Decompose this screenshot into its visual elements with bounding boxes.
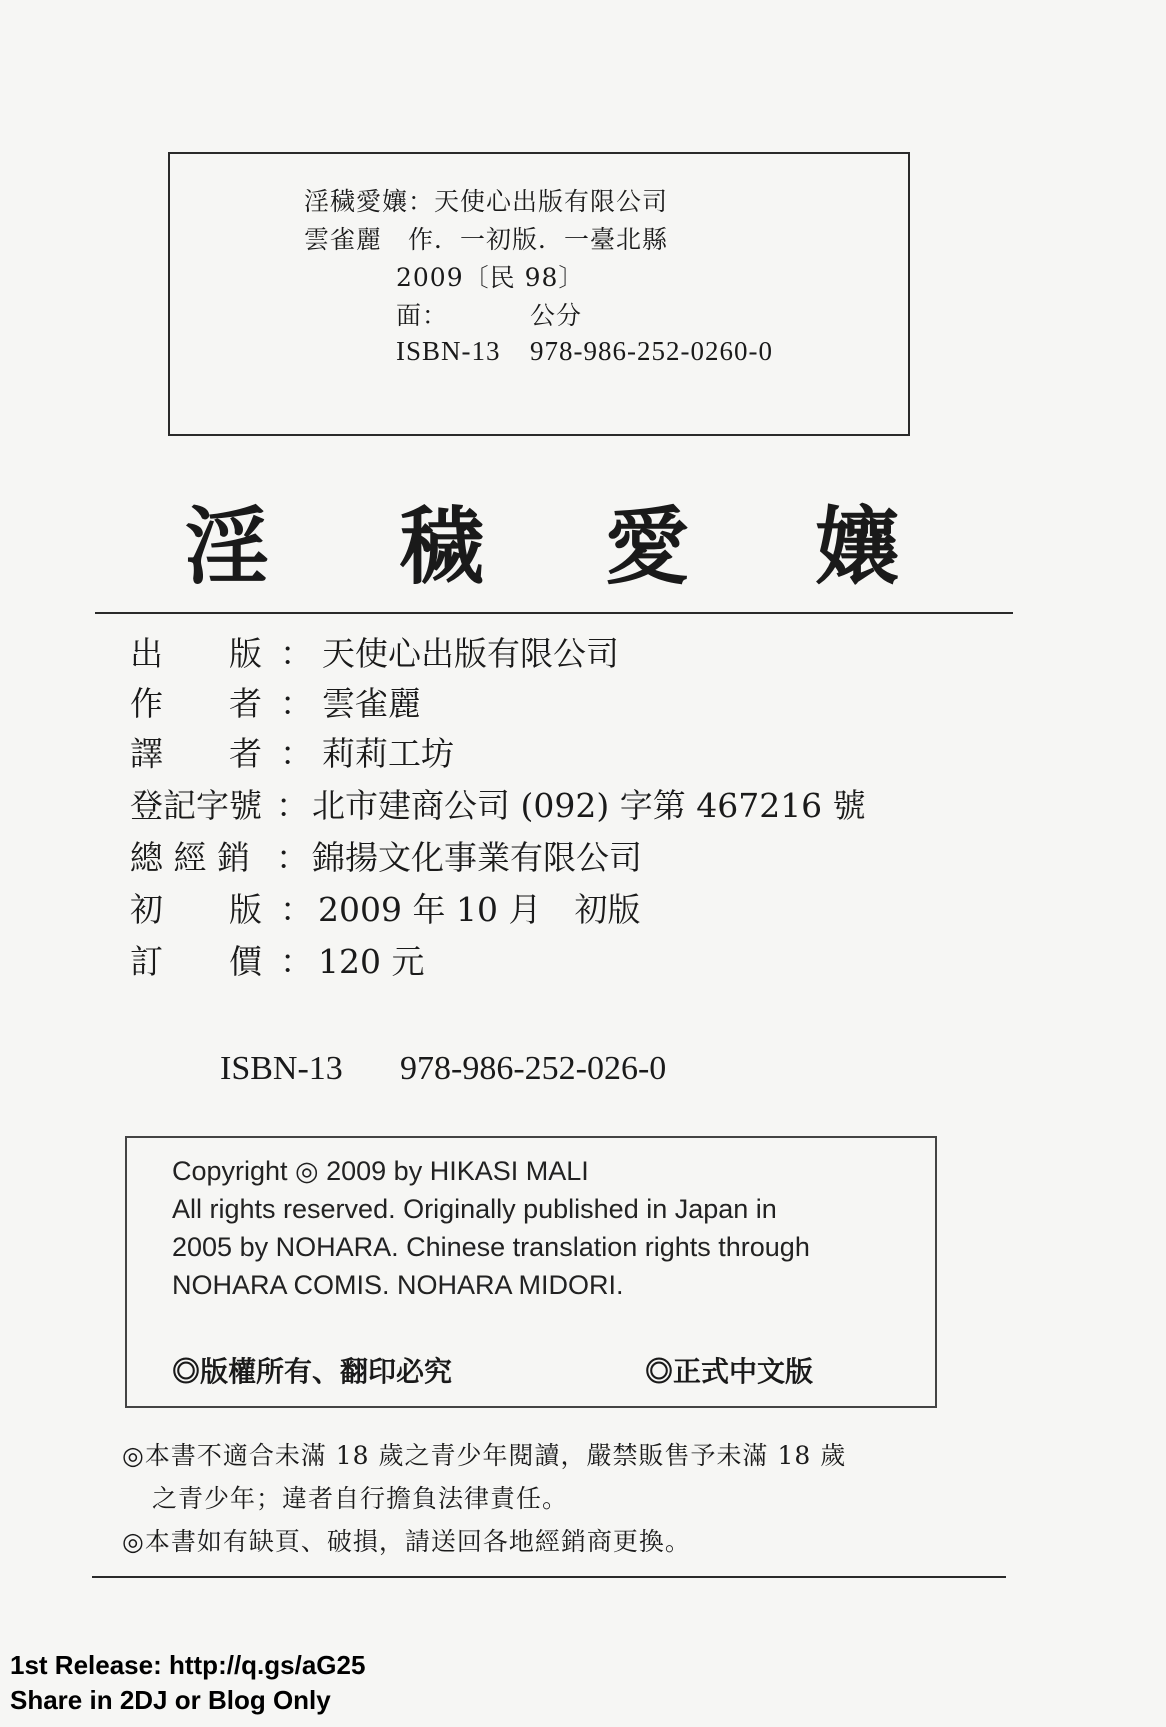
title-char-4: 孃 bbox=[815, 497, 900, 596]
translator-colon: ： bbox=[280, 734, 313, 773]
translator-value: 莉莉工坊 bbox=[322, 734, 454, 773]
author-label: 作 者 bbox=[130, 684, 262, 723]
bottom-rule bbox=[92, 1576, 1006, 1578]
title-rule bbox=[95, 612, 1013, 614]
author-colon: ： bbox=[280, 684, 313, 723]
copyright-box bbox=[125, 1136, 937, 1408]
registration-colon: ： bbox=[276, 786, 309, 825]
copyright-line-4: NOHARA COMIS. NOHARA MIDORI. bbox=[172, 1270, 624, 1300]
copyright-line-1: Copyright ◎ 2009 by HIKASI MALI bbox=[172, 1156, 589, 1186]
price-colon: ： bbox=[280, 942, 313, 981]
publisher-colon: ： bbox=[280, 634, 313, 673]
copyright-line-3: 2005 by NOHARA. Chinese translation rights through bbox=[172, 1232, 810, 1262]
edition-colon: ： bbox=[280, 890, 313, 929]
title-char-2: 穢 bbox=[400, 497, 485, 596]
title-char-1: 淫 bbox=[185, 497, 270, 596]
cip-line-pages-label: 面： bbox=[396, 301, 449, 330]
age-notice-line-1: ◎本書不適合未滿 18 歲之青少年閱讀，嚴禁販售予未滿 18 歲 bbox=[122, 1441, 847, 1470]
cip-line-year: 2009〔民 98〕 bbox=[396, 263, 585, 292]
distributor-colon: ： bbox=[276, 838, 309, 877]
publisher-label: 出 版 bbox=[130, 634, 262, 673]
distributor-label: 總 經 銷 bbox=[130, 838, 250, 877]
translator-label: 譯 者 bbox=[130, 734, 262, 773]
price-value: 120 元 bbox=[318, 942, 425, 981]
title-char-3: 愛 bbox=[605, 497, 690, 596]
official-edition-notice: ◎正式中文版 bbox=[645, 1356, 814, 1387]
registration-label: 登記字號 bbox=[130, 786, 262, 825]
isbn-label: ISBN-13 bbox=[220, 1050, 343, 1087]
edition-label: 初 版 bbox=[130, 890, 262, 929]
age-notice-line-2: 之青少年；違者自行擔負法律責任。 bbox=[152, 1484, 569, 1513]
cip-line-author-edition: 雲雀麗 作．一初版．一臺北縣 bbox=[304, 225, 669, 254]
registration-value: 北市建商公司 (092) 字第 467216 號 bbox=[312, 786, 866, 825]
cip-isbn-label: ISBN-13 bbox=[396, 336, 501, 366]
distributor-value: 錦揚文化事業有限公司 bbox=[312, 838, 642, 877]
copyright-line-2: All rights reserved. Originally published in Japan in bbox=[172, 1194, 777, 1224]
release-line-2: Share in 2DJ or Blog Only bbox=[10, 1685, 331, 1715]
cip-line-title-publisher: 淫穢愛孃：天使心出版有限公司 bbox=[304, 187, 669, 216]
edition-value: 2009 年 10 月 初版 bbox=[318, 890, 641, 929]
isbn-value: 978-986-252-026-0 bbox=[400, 1050, 667, 1087]
author-value: 雲雀麗 bbox=[322, 684, 421, 723]
publisher-value: 天使心出版有限公司 bbox=[322, 634, 619, 673]
price-label: 訂 價 bbox=[130, 942, 262, 981]
cip-box bbox=[168, 152, 910, 436]
cip-line-size-unit: 公分 bbox=[530, 301, 583, 330]
defect-notice: ◎本書如有缺頁、破損，請送回各地經銷商更換。 bbox=[122, 1527, 691, 1556]
cip-isbn-value: 978-986-252-0260-0 bbox=[530, 336, 773, 366]
rights-reserved-notice: ◎版權所有、翻印必究 bbox=[172, 1356, 453, 1387]
release-line-1: 1st Release: http://q.gs/aG25 bbox=[10, 1650, 366, 1680]
